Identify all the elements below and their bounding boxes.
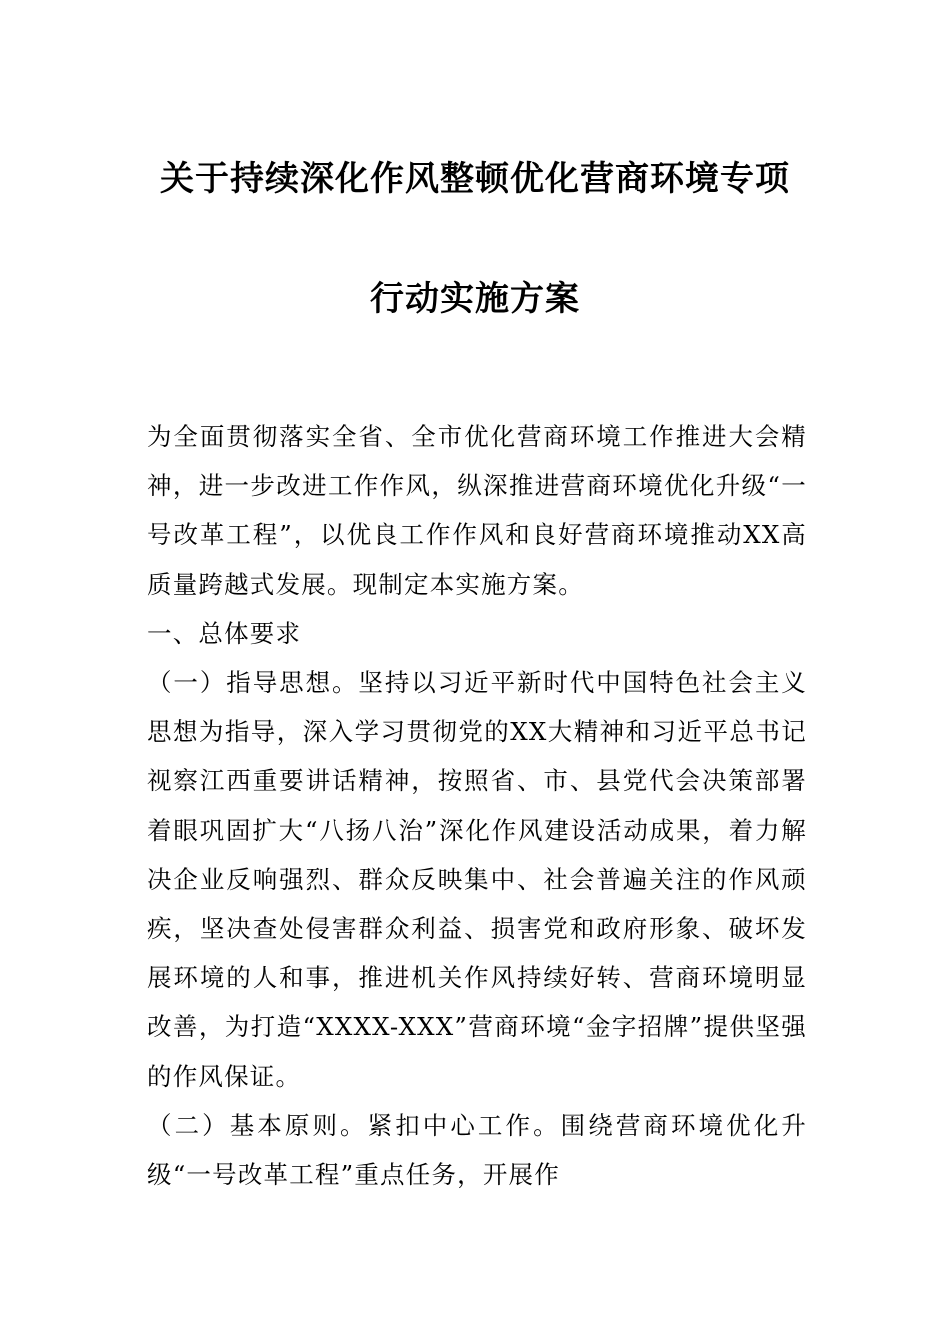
guiding-ideology-paragraph: （一）指导思想。坚持以习近平新时代中国特色社会主义思想为指导，深入学习贯彻党的XX大精神和习近平总书记视察江西重要讲话精神，按照省、市、县党代会决策部署着眼巩固扩大“八扬八治”深化作风建设活动成果，着力解决企业反响强烈、群众反映集中、社会普遍关注的作风顽疾，坚决查处侵害群众利益、损害党和政府形象、破坏发展环境的人和事，推进机关作风持续好转、营商环境明显改善，为打造“XXXX-XXX”营商环境“金字招牌”提供坚强的作风保证。 xyxy=(147,668,807,1091)
document-title-line-2: 行动实施方案 xyxy=(370,279,580,319)
document-body xyxy=(147,412,807,1199)
section-heading: 一、总体要求 xyxy=(147,618,302,648)
intro-paragraph: 为全面贯彻落实全省、全市优化营商环境工作推进大会精神，进一步改进工作作风，纵深推进营商环境优化升级“一号改革工程”，以优良工作作风和良好营商环境推动XX高质量跨越式发展。现制定本实施方案。 xyxy=(147,422,807,599)
basic-principles-paragraph: （二）基本原则。紧扣中心工作。围绕营商环境优化升级“一号改革工程”重点任务，开展作 xyxy=(147,1110,807,1190)
document-title-line-1: 关于持续深化作风整顿优化营商环境专项 xyxy=(160,159,790,199)
